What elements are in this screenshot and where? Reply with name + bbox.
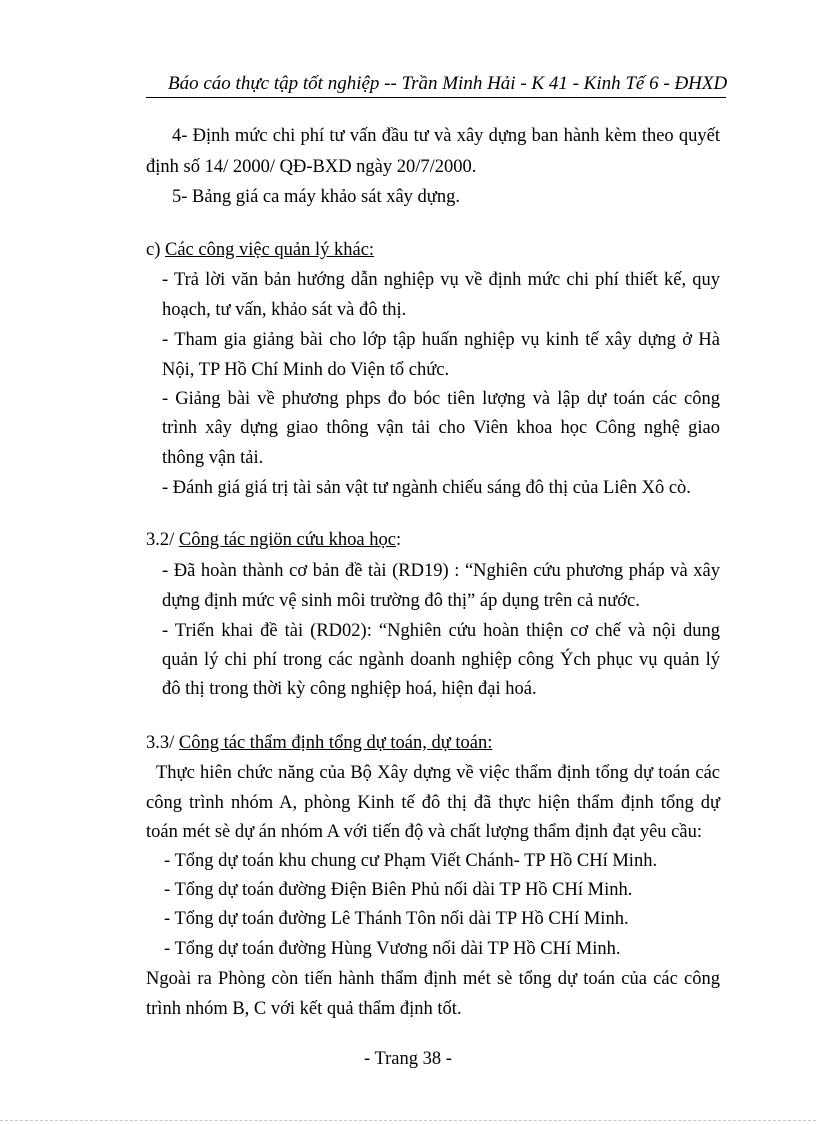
section-heading-c — [146, 238, 374, 262]
paragraph-line: Thực hiên chức năng của Bộ Xây dựng về việc thẩm định tổng dự toán các — [156, 763, 720, 783]
section-heading-title: Các công việc quản lý khác: — [165, 240, 375, 260]
paragraph-line: trình nhóm B, C với kết quả thẩm định tốt. — [146, 999, 462, 1019]
paragraph-line: hoạch, tư vấn, khảo sát và đô thị. — [162, 300, 407, 320]
section-heading-title: Công tác ngiön cứu khoa học — [178, 530, 396, 550]
section-heading-prefix: 3.2/ — [146, 530, 179, 550]
paragraph-line: đô thị trong thời kỳ công nghiệp hoá, hiện đại hoá. — [162, 679, 537, 699]
paragraph-line: - Trả lời văn bản hướng dẫn nghiệp vụ về định mức chi phí thiết kế, quy — [162, 270, 720, 290]
paragraph-line: quản lý chi phí trong các ngành doanh nghiệp công Ých phục vụ quản lý — [162, 650, 720, 670]
paragraph-line: - Triển khai đề tài (RD02): “Nghiên cứu hoàn thiện cơ chế và nội dung — [162, 621, 720, 641]
page-number: - Trang 38 - — [364, 1049, 452, 1069]
paragraph-line: dựng định mức vệ sinh môi trường đô thị” áp dụng trên cả nước. — [162, 591, 640, 611]
paragraph-line: công trình nhóm A, phòng Kinh tế đô thị đã thực hiện thẩm định tổng dự — [146, 793, 720, 813]
paragraph-line: - Tham gia giảng bài cho lớp tập huấn nghiệp vụ kinh tế xây dựng ở Hà — [162, 330, 720, 350]
paragraph-line: định số 14/ 2000/ QĐ-BXD ngày 20/7/2000. — [146, 157, 477, 177]
section-heading-3-3 — [146, 731, 492, 755]
paragraph-line: - Giảng bài về phương phps đo bóc tiên lượng và lập dự toán các công — [162, 389, 720, 409]
paragraph-line: 5- Bảng giá ca máy khảo sát xây dựng. — [172, 187, 460, 207]
paragraph-line: toán mét sè dự án nhóm A với tiến độ và chất lượng thẩm định đạt yêu cầu: — [146, 822, 702, 842]
section-heading-title: Công tác thẩm định tổng dự toán, dự toán: — [178, 733, 493, 753]
list-item: - Tổng dự toán đường Lê Thánh Tôn nối dài TP Hồ CHí Minh. — [164, 909, 629, 929]
section-heading-3-2 — [146, 528, 401, 552]
page-edge — [0, 1120, 816, 1124]
header-rule — [146, 97, 726, 98]
paragraph-line: - Đánh giá giá trị tài sản vật tư ngành chiếu sáng đô thị của Liên Xô cò. — [162, 478, 691, 498]
list-item: - Tổng dự toán khu chung cư Phạm Viết Chánh- TP Hồ CHí Minh. — [164, 851, 658, 871]
list-item: - Tổng dự toán đường Hùng Vương nối dài TP Hồ CHí Minh. — [164, 939, 621, 959]
paragraph-line: Nội, TP Hồ Chí Minh do Viện tổ chức. — [162, 360, 450, 380]
section-heading-prefix: c) — [146, 240, 165, 260]
paragraph-line: - Đã hoàn thành cơ bản đề tài (RD19) : “Nghiên cứu phương pháp và xây — [162, 561, 720, 581]
paragraph-line: trình xây dựng giao thông vận tải cho Viên khoa học Công nghệ giao — [162, 418, 720, 438]
paragraph-line: Ngoài ra Phòng còn tiến hành thẩm định mét sè tổng dự toán của các công — [146, 969, 720, 989]
paragraph-line: thông vận tải. — [162, 448, 264, 468]
page-header-text: Báo cáo thực tập tốt nghiệp -- Trần Minh Hải - K 41 - Kinh Tế 6 - ĐHXD — [168, 73, 728, 94]
list-item: - Tổng dự toán đường Điện Biên Phủ nối dài TP Hồ CHí Minh. — [164, 880, 633, 900]
section-heading-suffix: : — [395, 530, 402, 550]
paragraph-line: 4- Định mức chi phí tư vấn đầu tư và xây dựng ban hành kèm theo quyết — [172, 126, 720, 146]
section-heading-prefix: 3.3/ — [146, 733, 179, 753]
